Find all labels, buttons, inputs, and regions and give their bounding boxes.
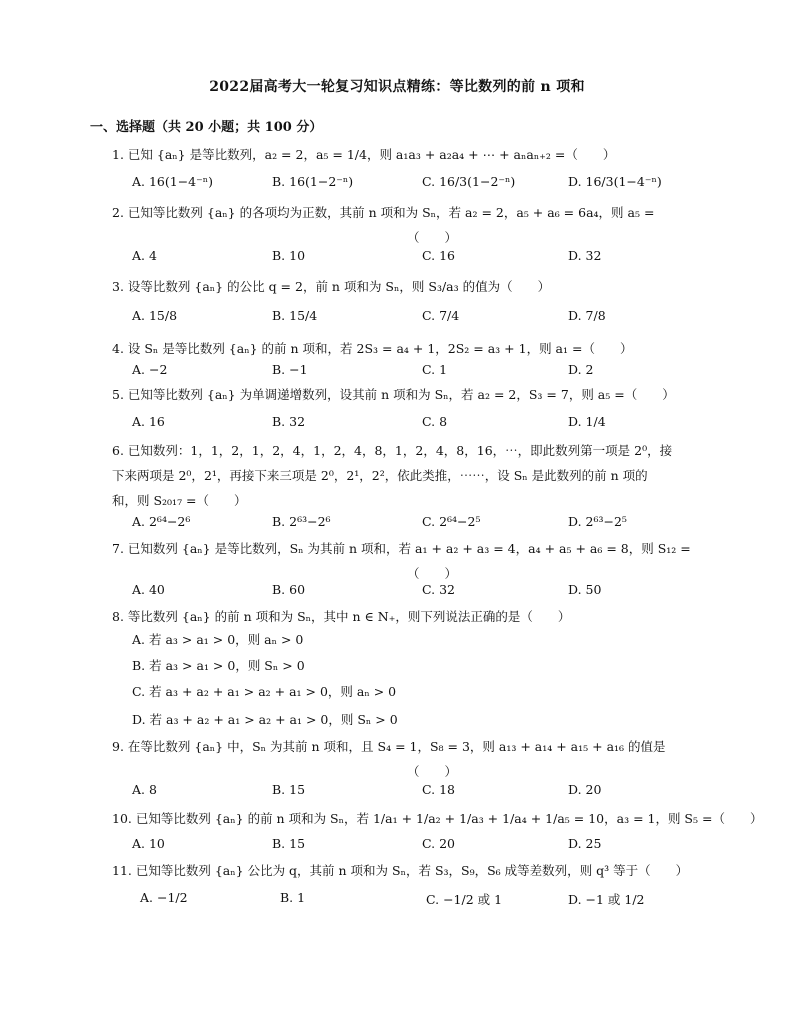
answer-paren: （ ） (406, 566, 457, 581)
question-6-options (132, 514, 692, 536)
option-b[interactable]: B. 10 (272, 248, 306, 263)
question-11 (112, 858, 712, 883)
option-c[interactable]: C. 16/3(1−2⁻ⁿ) (422, 174, 516, 189)
question-11-options (132, 890, 692, 912)
option-a[interactable]: A. 15/8 (132, 308, 178, 323)
option-b[interactable]: B. 1 (280, 890, 306, 905)
question-10 (112, 806, 763, 831)
option-d[interactable]: D. 1/4 (568, 414, 606, 429)
option-b[interactable]: B. 16(1−2⁻ⁿ) (272, 174, 354, 189)
option-d[interactable]: D. 2⁶³−2⁵ (568, 514, 627, 529)
option-b[interactable]: B. 2⁶³−2⁶ (272, 514, 331, 529)
question-text: 8. 等比数列 {aₙ} 的前 n 项和为 Sₙ，其中 n ∈ N₊，则下列说法正确的是（ ） (112, 609, 571, 624)
option-d[interactable]: D. −1 或 1/2 (568, 892, 645, 907)
option-c[interactable]: C. 7/4 (422, 308, 460, 323)
option-d[interactable]: D. 16/3(1−4⁻ⁿ) (568, 174, 662, 189)
option-a[interactable]: A. −2 (132, 362, 168, 377)
question-4 (112, 336, 712, 361)
question-10-options (132, 836, 692, 858)
question-text: 10. 已知等比数列 {aₙ} 的前 n 项和为 Sₙ，若 1/a₁ + 1/a₂ + 1/a₃ + 1/a₄ + 1/a₅ = 10，a₃ = 1，则 S₅ =（ ） (112, 811, 763, 826)
option-a[interactable]: A. 8 (132, 782, 157, 797)
question-7 (112, 536, 712, 586)
option-a[interactable]: A. 2⁶⁴−2⁶ (132, 514, 191, 529)
option-c[interactable]: C. −1/2 或 1 (426, 892, 503, 907)
option-d[interactable]: D. 7/8 (568, 308, 606, 323)
option-d[interactable]: D. 若 a₃ + a₂ + a₁ > a₂ + a₁ > 0，则 Sₙ > 0 (132, 712, 398, 727)
question-2-options (132, 248, 692, 270)
option-c[interactable]: C. 1 (422, 362, 448, 377)
question-text: 7. 已知数列 {aₙ} 是等比数列，Sₙ 为其前 n 项和，若 a₁ + a₂ + a₃ = 4，a₄ + a₅ + a₆ = 8，则 S₁₂ = (112, 541, 691, 556)
option-b[interactable]: B. −1 (272, 362, 308, 377)
page-title: 2022届高考大一轮复习知识点精练：等比数列的前 n 项和 (209, 79, 585, 95)
answer-paren: （ ） (406, 764, 457, 779)
question-5-options (132, 414, 692, 436)
option-a[interactable]: A. 16(1−4⁻ⁿ) (132, 174, 214, 189)
option-b[interactable]: B. 15/4 (272, 308, 318, 323)
question-1 (112, 142, 712, 167)
question-text: 5. 已知等比数列 {aₙ} 为单调递增数列，设其前 n 项和为 Sₙ，若 a₂ = 2，S₃ = 7，则 a₅ =（ ） (112, 387, 675, 402)
question-5 (112, 382, 712, 407)
question-text: 2. 已知等比数列 {aₙ} 的各项均为正数，其前 n 项和为 Sₙ，若 a₂ = 2，a₅ + a₆ = 6a₄，则 a₅ = (112, 205, 655, 220)
question-3 (112, 274, 712, 299)
option-a[interactable]: A. 若 a₃ > a₁ > 0，则 aₙ > 0 (132, 632, 304, 647)
option-d[interactable]: D. 25 (568, 836, 602, 851)
option-b[interactable]: B. 32 (272, 414, 306, 429)
question-text: 和，则 S₂₀₁₇ =（ ） (112, 493, 247, 508)
question-text: 11. 已知等比数列 {aₙ} 公比为 q，其前 n 项和为 Sₙ，若 S₃，S₉，S₆ 成等差数列，则 q³ 等于（ ） (112, 863, 689, 878)
option-c[interactable]: C. 16 (422, 248, 455, 263)
question-text: 4. 设 Sₙ 是等比数列 {aₙ} 的前 n 项和，若 2S₃ = a₄ + 1，2S₂ = a₃ + 1，则 a₁ =（ ） (112, 341, 633, 356)
option-d[interactable]: D. 20 (568, 782, 602, 797)
option-b[interactable]: B. 15 (272, 836, 306, 851)
option-a[interactable]: A. 4 (132, 248, 157, 263)
question-text: 9. 在等比数列 {aₙ} 中，Sₙ 为其前 n 项和，且 S₄ = 1，S₈ = 3，则 a₁₃ + a₁₄ + a₁₅ + a₁₆ 的值是 (112, 739, 666, 754)
option-a[interactable]: A. 40 (132, 582, 165, 597)
section-heading: 一、选择题（共 20 小题；共 100 分） (90, 120, 323, 135)
option-d[interactable]: D. 2 (568, 362, 594, 377)
option-b[interactable]: B. 60 (272, 582, 306, 597)
option-b[interactable]: B. 若 a₃ > a₁ > 0，则 Sₙ > 0 (132, 658, 305, 673)
option-a[interactable]: A. 10 (132, 836, 165, 851)
question-text: 下来两项是 2⁰，2¹，再接下来三项是 2⁰，2¹，2²，依此类推，⋯⋯，设 Sₙ 是此数列的前 n 项的 (112, 468, 648, 483)
question-text: 6. 已知数列：1，1，2，1，2，4，1，2，4，8，1，2，4，8，16，⋯，即此数列第一项是 2⁰，接 (112, 443, 673, 458)
question-4-options (132, 362, 692, 384)
option-a[interactable]: A. 16 (132, 414, 165, 429)
question-2 (112, 200, 712, 250)
question-text: 1. 已知 {aₙ} 是等比数列，a₂ = 2，a₅ = 1/4，则 a₁a₃ + a₂a₄ + ⋯ + aₙaₙ₊₂ =（ ） (112, 147, 616, 162)
question-9-options (132, 782, 692, 804)
option-c[interactable]: C. 2⁶⁴−2⁵ (422, 514, 481, 529)
option-d[interactable]: D. 32 (568, 248, 602, 263)
option-d[interactable]: D. 50 (568, 582, 602, 597)
option-c[interactable]: C. 20 (422, 836, 455, 851)
question-6 (112, 438, 712, 513)
question-text: 3. 设等比数列 {aₙ} 的公比 q = 2，前 n 项和为 Sₙ，则 S₃/a₃ 的值为（ ） (112, 279, 551, 294)
question-9 (112, 734, 712, 784)
option-c[interactable]: C. 8 (422, 414, 448, 429)
option-b[interactable]: B. 15 (272, 782, 306, 797)
question-3-options (132, 308, 692, 330)
question-7-options (132, 582, 692, 604)
question-1-options (132, 174, 692, 196)
option-c[interactable]: C. 32 (422, 582, 455, 597)
answer-paren: （ ） (406, 230, 457, 245)
option-a[interactable]: A. −1/2 (140, 890, 188, 905)
question-8 (112, 604, 712, 629)
option-c[interactable]: C. 若 a₃ + a₂ + a₁ > a₂ + a₁ > 0，则 aₙ > 0 (132, 684, 397, 699)
option-c[interactable]: C. 18 (422, 782, 455, 797)
